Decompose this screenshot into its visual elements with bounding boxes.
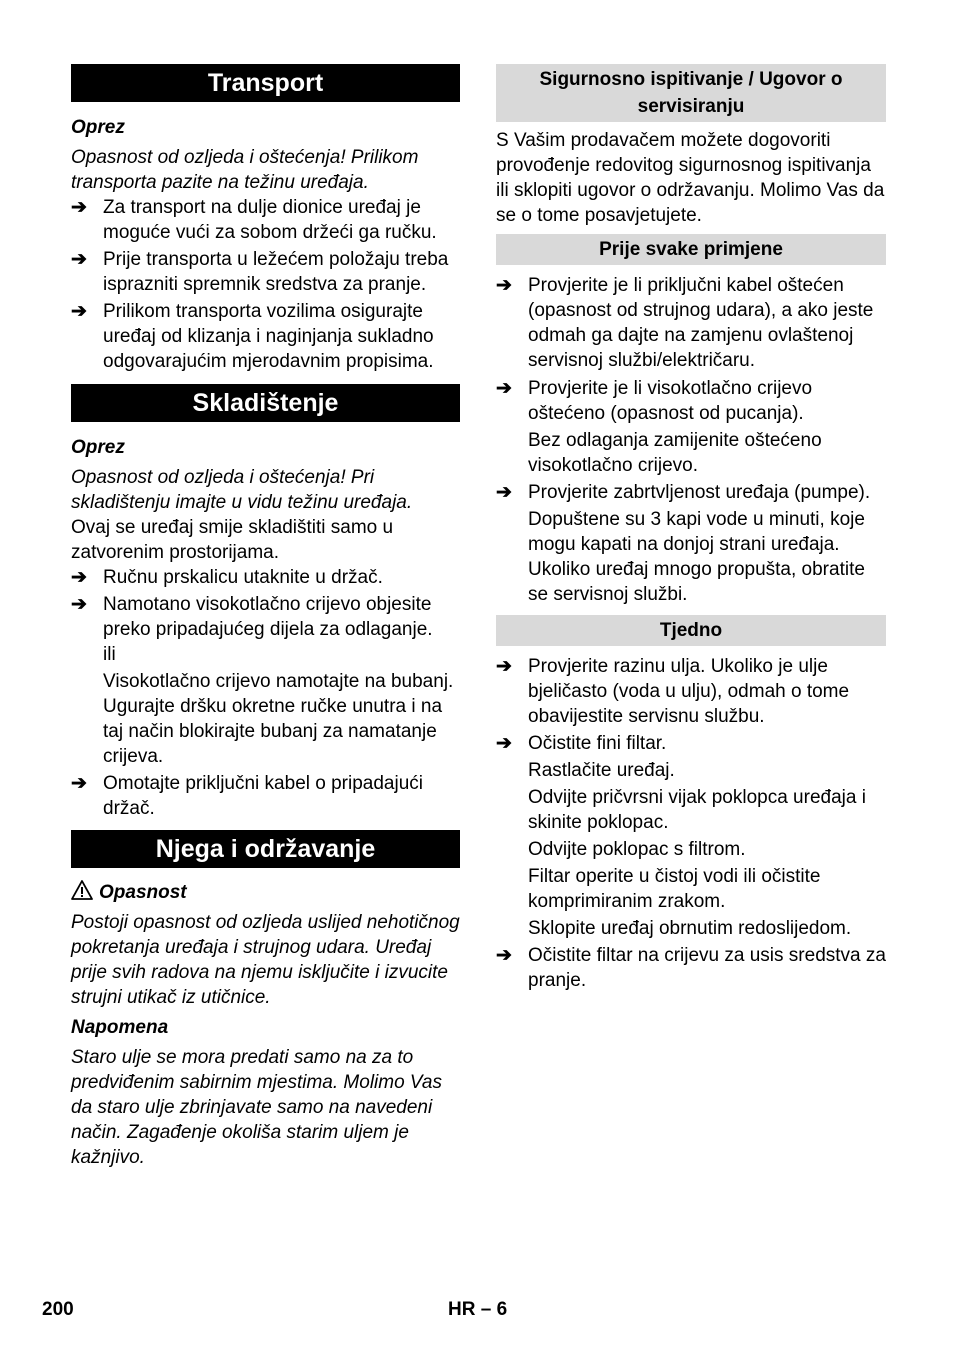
list-item: ➔ Provjerite razinu ulja. Ukoliko je ulje bjeličasto (voda u ulju), odmah o tome obavijestite servisnu službu.	[496, 656, 850, 727]
list-item: ➔ Prilikom transporta vozilima osigurajte uređaj od klizanja i naginjanja sukladno odgovarajućim mjerodavnim propisima.	[71, 301, 434, 372]
arrow-right-icon: ➔	[496, 656, 512, 677]
list-item: ➔ Za transport na dulje dionice uređaj je moguće vući za sobom držeći ga ručku.	[71, 197, 437, 243]
page-number: 200	[42, 1299, 74, 1320]
section-label: HR – 6	[448, 1299, 508, 1320]
arrow-right-icon: ➔	[71, 249, 87, 270]
list-item: ➔ Ručnu prskalicu utaknite u držač.	[71, 567, 383, 588]
danger-text: Postoji opasnost od ozljeda uslijed nehotičnog pokretanja uređaja i strujnog udara. Uređaj prije svih radova na njemu isključite i izvucite strujni utikač iz utičnice.	[71, 912, 460, 1008]
note-text: Staro ulje se mora predati samo na za to predviđenim sabirnim mjestima. Molimo Vas da staro ulje zbrinjavate samo na navedeni način. Zagađenje okoliša starim uljem je kažnjivo.	[71, 1047, 442, 1168]
arrow-right-icon: ➔	[71, 567, 87, 588]
heading-safety-check: Sigurnosno ispitivanje / Ugovor o servisiranju	[496, 64, 886, 122]
danger-label: Opasnost	[71, 880, 460, 905]
list-subtext: Filtar operite u čistoj vodi ili očistite komprimiranim zrakom.	[528, 866, 821, 912]
list-item: ➔ Namotano visokotlačno crijevo objesite preko pripadajućeg dijela za odlaganje.	[71, 594, 433, 640]
list-subtext: Dopuštene su 3 kapi vode u minuti, koje mogu kapati na donjoj strani uređaja. Ukoliko uređaj mnogo propušta, obratite se servisnoj službi.	[528, 509, 865, 605]
list-item: ➔ Provjerite zabrtvljenost uređaja (pumpe).	[496, 482, 871, 503]
right-column	[496, 64, 886, 993]
note-label: Napomena	[71, 1017, 169, 1038]
arrow-right-icon: ➔	[71, 301, 87, 322]
arrow-right-icon: ➔	[496, 482, 512, 503]
caution-label: Oprez	[71, 117, 125, 138]
list-item: ➔ Omotajte priključni kabel o pripadajući držač.	[71, 773, 423, 819]
arrow-right-icon: ➔	[71, 197, 87, 218]
caution-label: Oprez	[71, 437, 125, 458]
arrow-right-icon: ➔	[496, 733, 512, 754]
arrow-right-icon: ➔	[496, 275, 512, 296]
list-item: ➔ Prije transporta u ležećem položaju treba isprazniti spremnik sredstva za pranje.	[71, 249, 449, 295]
list-subtext: Bez odlaganja zamijenite oštećeno visokotlačno crijevo.	[528, 430, 822, 476]
caution-text: Opasnost od ozljeda i oštećenja! Pri skladištenju imajte u vidu težinu uređaja.	[71, 467, 413, 513]
heading-care: Njega i održavanje	[71, 830, 460, 868]
or-text: ili	[103, 644, 116, 665]
list-subtext: Odvijte poklopac s filtrom.	[528, 839, 746, 860]
list-item: ➔ Provjerite je li visokotlačno crijevo oštećeno (opasnost od pucanja).	[496, 378, 813, 424]
list-subtext: Odvijte pričvrsni vijak poklopca uređaja i skinite poklopac.	[528, 787, 866, 833]
list-subtext: Sklopite uređaj obrnutim redoslijedom.	[528, 918, 852, 939]
safety-text: S Vašim prodavačem možete dogovoriti provođenje redovitog sigurnosnog ispitivanja ili sklopiti ugovor o održavanju. Molimo Vas da se o tome posavjetujete.	[496, 130, 885, 226]
left-column	[71, 64, 460, 1170]
storage-text: Ovaj se uređaj smije skladištiti samo u zatvorenim prostorijama.	[71, 517, 394, 563]
caution-text: Opasnost od ozljeda i oštećenja! Prilikom transporta pazite na težinu uređaja.	[71, 147, 419, 193]
list-item: ➔ Očistite filtar na crijevu za usis sredstva za pranje.	[496, 945, 886, 991]
heading-storage: Skladištenje	[71, 384, 460, 422]
list-subtext: Visokotlačno crijevo namotajte na bubanj. Ugurajte dršku okretne ručke unutra i na taj način blokirajte bubanj za namatanje crijeva.	[103, 671, 454, 767]
arrow-right-icon: ➔	[496, 945, 512, 966]
list-item: ➔ Očistite fini filtar.	[496, 733, 667, 754]
arrow-right-icon: ➔	[71, 773, 87, 794]
list-subtext: Rastlačite uređaj.	[528, 760, 675, 781]
heading-before-each-use: Prije svake primjene	[496, 234, 886, 265]
heading-weekly: Tjedno	[496, 615, 886, 646]
warning-triangle-icon	[71, 880, 93, 900]
list-item: ➔ Provjerite je li priključni kabel oštećen (opasnost od strujnog udara), a ako jeste odmah ga dajte na zamjenu ovlaštenoj servisnoj službi/električaru.	[496, 275, 874, 371]
arrow-right-icon: ➔	[496, 378, 512, 399]
arrow-right-icon: ➔	[71, 594, 87, 615]
heading-transport: Transport	[71, 64, 460, 102]
